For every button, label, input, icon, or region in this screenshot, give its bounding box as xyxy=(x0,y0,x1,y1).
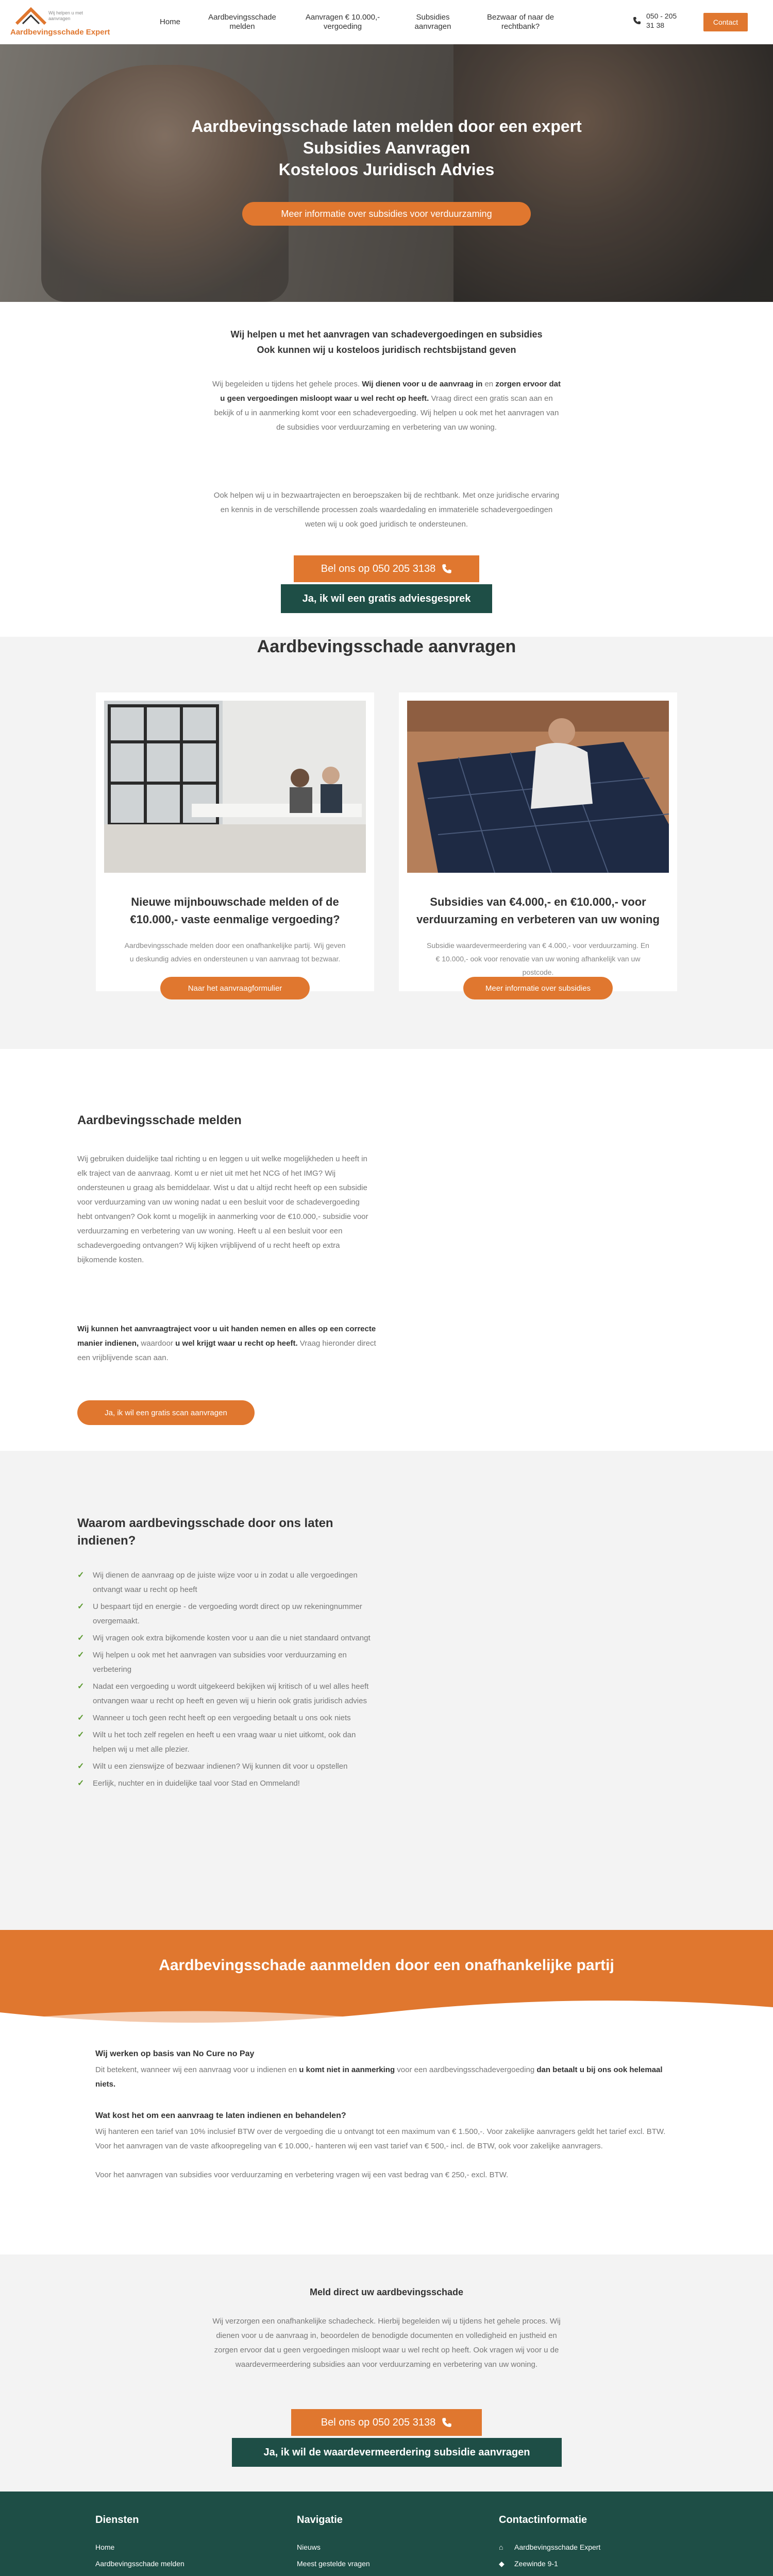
phone-icon xyxy=(442,564,452,574)
subsidy-request-button[interactable]: Ja, ik wil de waardevermeerdering subsidie aanvragen xyxy=(232,2438,562,2467)
service-card-title: Subsidies van €4.000,- en €10.000,- voor verduurzaming en verbeteren van uw woning xyxy=(416,895,660,926)
service-card-schade xyxy=(96,692,374,991)
orange-banner xyxy=(0,1930,773,2033)
footer-link[interactable] xyxy=(297,2572,373,2576)
solar-panel-image xyxy=(407,701,669,873)
nav-bezwaar[interactable]: Bezwaar of naar de rechtbank? xyxy=(486,13,554,31)
nav-home[interactable]: Home xyxy=(159,18,180,26)
header-phone-number: 050 - 205 31 38 xyxy=(646,12,677,29)
phone-icon xyxy=(633,16,641,25)
nav-schade-melden[interactable]: Aardbevingsschade melden xyxy=(208,13,276,31)
subsidy-pricing-paragraph: Voor het aanvragen van subsidies voor verduurzaming en verbetering vragen wij een vast bedrag van € 250,- excl. BTW. xyxy=(95,2171,509,2179)
list-item: ✓ Eerlijk, nuchter en in duidelijke taal voor Stad en Ommeland! xyxy=(77,1776,376,1791)
banner-title: Aardbevingsschade aanmelden door een onafhankelijke partij xyxy=(159,1957,614,1974)
hero-title xyxy=(0,115,773,180)
intro-paragraph-1: Wij begeleiden u tijdens het gehele proces. Wij dienen voor u de aanvraag in en zorgen ervoor dat u geen vergoedingen misloopt waar u wel recht op heeft. Vraag direct een gratis scan aan en bekijk of u in aanmerking komt voor een schadevergoeding. Wij helpen u ook met het aanvragen van de subsidies voor verduurzaming en verbetering van uw woning. xyxy=(212,380,561,432)
list-item: ✓ Wilt u een zienswijze of bezwaar indienen? Wij kunnen dit voor u opstellen xyxy=(77,1759,376,1774)
free-scan-button[interactable]: Ja, ik wil een gratis scan aanvragen xyxy=(77,1400,255,1425)
nav-subsidies[interactable]: Subsidies aanvragen xyxy=(414,13,451,31)
footer-navigation-list xyxy=(297,2539,373,2576)
house-roof-icon xyxy=(15,7,46,25)
list-item: ✓ Wij vragen ook extra bijkomende kosten voor u aan die u niet standaard ontvangt xyxy=(77,1631,376,1646)
meld-direct-section xyxy=(0,2255,773,2492)
header-phone-link[interactable] xyxy=(633,11,683,30)
logo[interactable] xyxy=(10,4,110,40)
list-item: ✓ Wanneer u toch geen recht heeft op een vergoeding betaalt u ons ook niets xyxy=(77,1711,376,1725)
logo-text: Aardbevingsschade Expert xyxy=(10,28,110,37)
services-title: Aardbevingsschade aanvragen xyxy=(257,637,516,656)
call-us-button[interactable]: Bel ons op 050 205 3138 xyxy=(291,2409,482,2436)
check-icon: ✓ xyxy=(77,1571,85,1580)
free-advice-button[interactable]: Ja, ik wil een gratis adviesgesprek xyxy=(281,584,492,613)
check-icon: ✓ xyxy=(77,1602,85,1611)
melden-paragraph-1: Wij gebruiken duidelijke taal richting u en leggen u uit welke mogelijkheden u heeft in elk traject van de aanvraag. Komt u er niet uit met het NCG of het IMG? Wij ondersteunen u graag als bemiddelaar. Wist u dat u altijd recht heeft op een subsidie voor verduurzaming van uw woning nadat u een besluit voor de schadevergoeding hebt ontvangen? Ook komt u mogelijk in aanmerking voor de €10.000,- subsidie voor verduurzaming en verbetering van uw woning. Heeft u al een besluit voor een schadevergoeding ontvangen? Wij kijken vrijblijvend of u recht heeft op extra bijkomende kosten. xyxy=(77,1155,368,1264)
services-section xyxy=(0,637,773,1049)
melden-title: Aardbevingsschade melden xyxy=(77,1113,242,1127)
phone-icon xyxy=(442,2417,452,2428)
pricing-section xyxy=(0,2033,773,2255)
footer-link[interactable] xyxy=(95,2572,203,2576)
direct-title: Meld direct uw aardbevingsschade xyxy=(309,2287,464,2297)
service-card-text: Aardbevingsschade melden door een onafhankelijke partij. Wij geven u deskundig advies en ondersteunen u van aanvraag tot bezwaar. xyxy=(124,941,346,963)
logo-tagline: Wij helpen u met aanvragen xyxy=(48,10,83,21)
hero-title-line: Subsidies Aanvragen xyxy=(303,139,470,157)
home-icon: ⌂ xyxy=(499,2543,503,2551)
footer-col-title: Contactinformatie xyxy=(499,2514,587,2526)
list-item: ✓ U bespaart tijd en energie - de vergoeding wordt direct op uw rekeningnummer overgemaakt. xyxy=(77,1600,376,1629)
hero-subsidies-button[interactable]: Meer informatie over subsidies voor verduurzaming xyxy=(242,202,531,226)
footer-link[interactable]: Nieuws xyxy=(297,2543,321,2551)
wave-divider xyxy=(0,1992,773,2033)
check-icon: ✓ xyxy=(77,1682,85,1691)
service-card-subsidies xyxy=(399,692,677,991)
nocure-heading: Wij werken op basis van No Cure no Pay xyxy=(95,2049,255,2058)
footer-col-title: Navigatie xyxy=(297,2514,343,2526)
hero xyxy=(0,44,773,302)
waarom-title: Waarom aardbevingsschade door ons laten indienen? xyxy=(77,1516,333,1548)
direct-text: Wij verzorgen een onafhankelijke schadecheck. Hierbij begeleiden wij u tijdens het gehele proces. Wij dienen voor u de aanvraag in, beoordelen de benodigde documenten en volledigheid en justheid en zorgen ervoor dat u geen vergoedingen misloopt waar u wel recht op heeft. Ook vragen wij voor u de waardevermeerdering subsidies aan voor verduurzaming en verbetering van uw woning. xyxy=(212,2317,561,2369)
pricing-heading: Wat kost het om een aanvraag te laten indienen en behandelen? xyxy=(95,2111,346,2120)
contact-button[interactable]: Contact xyxy=(703,13,748,31)
list-item: ✓ Wij helpen u ook met het aanvragen van subsidies voor verduurzaming en verbetering xyxy=(77,1648,376,1677)
check-icon: ✓ xyxy=(77,1762,85,1771)
footer xyxy=(0,2492,773,2576)
nav-vergoeding[interactable]: Aanvragen € 10.000,- vergoeding xyxy=(305,13,380,31)
list-item: ✓ Wilt u het toch zelf regelen en heeft u een vraag waar u niet uitkomt, ook dan helpen wij u met alle plezier. xyxy=(77,1728,376,1757)
map-pin-icon: ◆ xyxy=(499,2560,505,2568)
list-item: ✓ Nadat een vergoeding u wordt uitgekeerd bekijken wij kritisch of u wel alles heeft ontvangen waar u recht op heeft en geven wij u hierin ook gratis juridisch advies xyxy=(77,1680,376,1708)
intro-section xyxy=(0,302,773,637)
check-icon: ✓ xyxy=(77,1634,85,1642)
aanvraagformulier-button[interactable]: Naar het aanvraagformulier xyxy=(160,977,310,999)
nocure-paragraph: Dit betekent, wanneer wij een aanvraag voor u indienen en u komt niet in aanmerking voor een aardbevingsschadevergoeding dan betaalt u bij ons ook helemaal niets. xyxy=(95,2065,663,2089)
check-icon: ✓ xyxy=(77,1651,85,1659)
intro-heading: Wij helpen u met het aanvragen van schadevergoedingen en subsidies Ook kunnen wij u kosteloos juridisch rechtsbijstand geven xyxy=(230,329,543,355)
check-icon: ✓ xyxy=(77,1714,85,1722)
service-card-title: Nieuwe mijnbouwschade melden of de €10.000,- vaste eenmalige vergoeding? xyxy=(130,895,340,926)
subsidies-info-button[interactable]: Meer informatie over subsidies xyxy=(463,977,613,999)
footer-col-title: Diensten xyxy=(95,2514,139,2526)
footer-link[interactable]: Home xyxy=(95,2543,115,2551)
call-us-button[interactable]: Bel ons op 050 205 3138 xyxy=(294,555,479,582)
hero-title-line: Aardbevingsschade laten melden door een expert xyxy=(191,117,582,135)
site-header xyxy=(0,0,773,44)
check-icon: ✓ xyxy=(77,1731,85,1739)
melden-paragraph-2: Wij kunnen het aanvraagtraject voor u uit handen nemen en alles op een correcte manier indienen, waardoor u wel krijgt waar u recht op heeft. Vraag hieronder direct een vrijblijvende scan aan. xyxy=(77,1325,376,1362)
hero-title-line: Kosteloos Juridisch Advies xyxy=(278,160,495,179)
waarom-section xyxy=(0,1451,773,1930)
melden-section xyxy=(0,1049,773,1451)
service-card-text: Subsidie waardevermeerdering van € 4.000,- voor verduurzaming. En € 10.000,- ook voor renovatie van uw woning afhankelijk van uw postcode. xyxy=(427,941,649,976)
location-icon xyxy=(499,2572,514,2576)
footer-contact-list: ⌂ Aardbevingsschade Expert ◆ Zeewinde 9-1 xyxy=(499,2539,626,2576)
footer-link[interactable]: Meest gestelde vragen xyxy=(297,2560,370,2568)
check-icon: ✓ xyxy=(77,1779,85,1788)
reasons-list xyxy=(77,1568,376,1793)
office-meeting-image xyxy=(104,701,366,873)
list-item: ✓ Wij dienen de aanvraag op de juiste wijze voor u in zodat u alle vergoedingen ontvangt waar u recht op heeft xyxy=(77,1568,376,1597)
pricing-paragraph: Wij hanteren een tarief van 10% inclusief BTW over de vergoeding die u ontvangt tot een maximum van € 1.500,-. Voor zakelijke aanvragers geldt het tarief excl. BTW. Voor het aanvragen van de vaste afkoopregeling van € 10.000,- hanteren wij een vast tarief van € 500,- incl. de BTW, ook voor zakelijke aanvragers. xyxy=(95,2127,666,2150)
main-nav xyxy=(147,0,569,44)
footer-link[interactable]: Aardbevingsschade melden xyxy=(95,2560,184,2568)
intro-paragraph-2: Ook helpen wij u in bezwaartrajecten en beroepszaken bij de rechtbank. Met onze juridische ervaring en kennis in de verschillende processen zoals waardedaling en immateriële schadevergoedingen weten wij u ook goed juridisch te ondersteunen. xyxy=(213,491,560,529)
footer-services-list xyxy=(95,2539,203,2576)
